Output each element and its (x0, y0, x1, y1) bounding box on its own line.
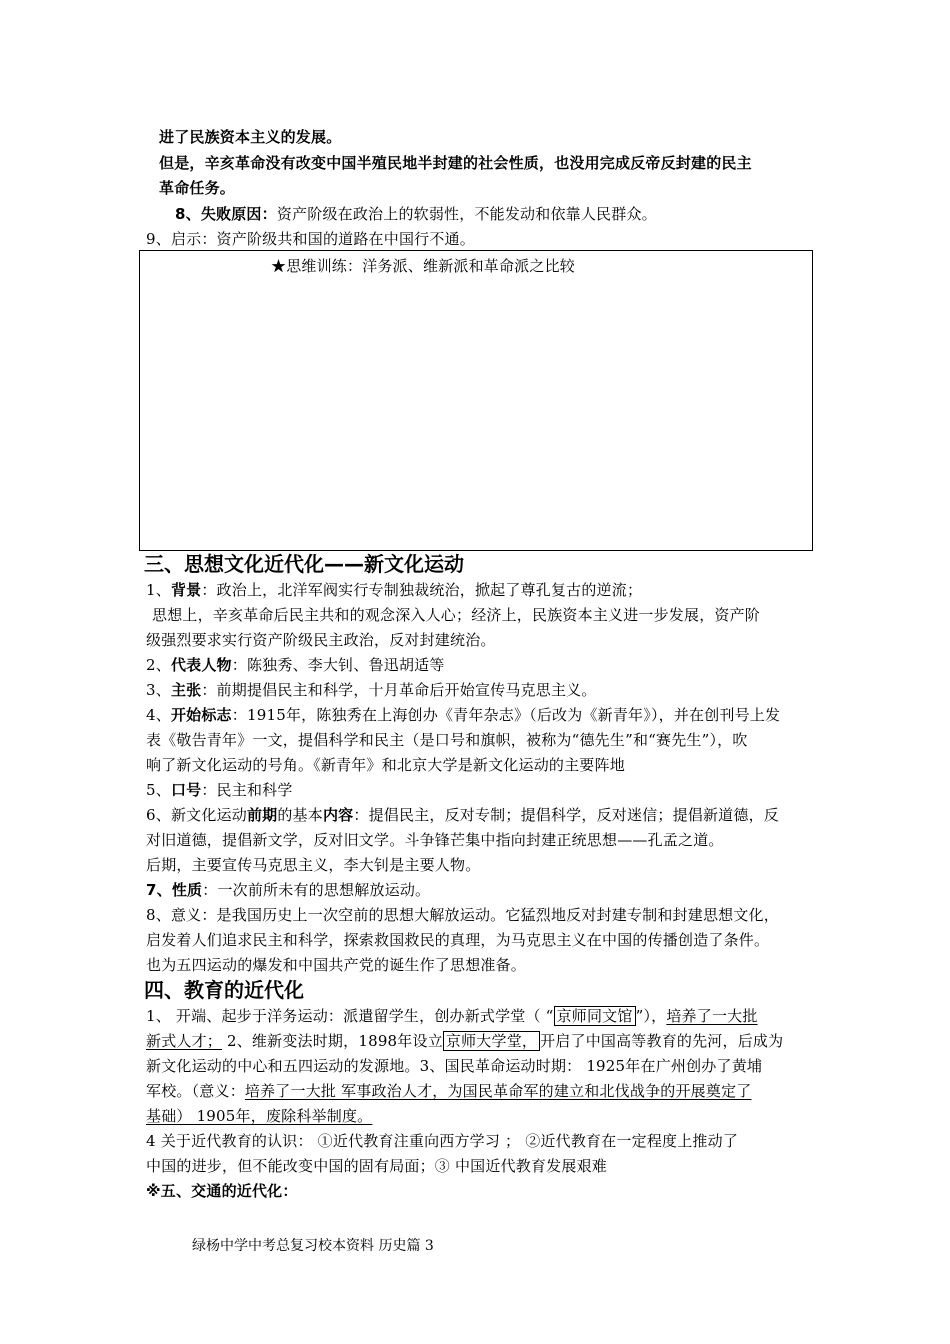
representatives-line (146, 655, 445, 675)
nature-line (146, 880, 430, 900)
item-text: 6、新文化运动 (146, 806, 247, 824)
item-text: ：提倡民主，反对专制；提倡科学，反对迷信；提倡新道德，反 (353, 806, 779, 824)
item-text: ：1915年，陈独秀在上海创办《青年杂志》（后改为《新青年》），并在创刊号上发 (231, 706, 781, 724)
item-label: 7、性质 (146, 881, 203, 899)
item-number: 5、 (146, 781, 171, 799)
framed-term: 京师大学堂， (443, 1031, 540, 1051)
text-line: 但是，辛亥革命没有改变中国半殖民地半封建的社会性质，也没用完成反帝反封建的民主 (159, 154, 752, 172)
item-label: 内容 (322, 806, 354, 824)
item-number: 2、 (146, 656, 171, 674)
slogan-line (146, 780, 293, 800)
text-line: 中国的进步，但不能改变中国的固有局面；③ 中国近代教育发展艰难 (146, 1157, 607, 1175)
item-label: 主张 (170, 681, 202, 699)
section-heading: ※五、交通的近代化： (146, 1182, 298, 1200)
item-label: 背景 (170, 581, 202, 599)
item-text: ：政治上，北洋军阀实行专制独裁统治，掀起了尊孔复古的逆流； (201, 581, 643, 599)
item-label: 代表人物 (170, 656, 232, 674)
text-line: 思想上，辛亥革命后民主共和的观念深入人心；经济上，民族资本主义进一步发展，资产阶 (152, 606, 761, 624)
item-text: ：陈独秀、李大钊、鲁迅胡适等 (231, 656, 445, 674)
text-line: 后期，主要宣传马克思主义，李大钊是主要人物。 (146, 856, 481, 874)
text-line: 响了新文化运动的号角。《新青年》和北京大学是新文化运动的主要阵地 (146, 756, 625, 774)
text-line: 新文化运动的中心和五四运动的发源地。3、国民革命运动时期： 1925年在广州创办了黄埔 (146, 1057, 763, 1075)
item-number: 4、 (146, 706, 171, 724)
background-line (146, 580, 642, 600)
content-line (146, 805, 779, 825)
lesson-line: 9、启示：资产阶级共和国的道路在中国行不通。 (146, 230, 475, 248)
section-heading: 四、教育的近代化 (144, 978, 304, 1002)
page-footer: 绿杨中学中考总复习校本资料 历史篇 3 (192, 1238, 434, 1254)
failure-reason-label: 8、失败原因： (175, 205, 277, 223)
thinking-exercise-box (139, 250, 813, 551)
text-line: 也为五四运动的爆发和中国共产党的诞生作了思想准备。 (146, 956, 527, 974)
education-line-1 (146, 1006, 758, 1026)
item-number: 1、 (146, 581, 171, 599)
item-text: ”）， (635, 1007, 667, 1025)
item-label: 开始标志 (170, 706, 232, 724)
claims-line (146, 680, 597, 700)
failure-reason-text: 资产阶级在政治上的软弱性，不能发动和依靠人民群众。 (276, 205, 657, 223)
underlined-text: 培养了一大批 军事政治人才，为国民革命军的建立和北伐战争的开展奠定了 (244, 1082, 752, 1100)
item-label: 口号 (170, 781, 202, 799)
text-line: 进了民族资本主义的发展。 (159, 128, 342, 146)
text-line: 表《敬告青年》一文，提倡科学和民主（是口号和旗帜，被称为“德先生”和“赛先生”），吹 (146, 731, 748, 749)
framed-term: 京师同文馆 (554, 1006, 636, 1026)
education-line-4 (146, 1081, 751, 1101)
item-text: 开启了中国高等教育的先河，后成为 (540, 1032, 784, 1050)
text-line: 革命任务。 (159, 179, 236, 197)
underlined-text: 培养了一大批 (666, 1007, 758, 1025)
education-line-2 (146, 1031, 783, 1051)
section-heading: 三、思想文化近代化——新文化运动 (144, 552, 464, 576)
item-text: ：一次前所未有的思想解放运动。 (202, 881, 431, 899)
item-text: ：前期提倡民主和科学，十月革命后开始宣传马克思主义。 (201, 681, 597, 699)
text-line: 对旧道德，提倡新文学，反对旧文学。斗争锋芒集中指向封建正统思想——孔孟之道。 (146, 831, 724, 849)
thinking-exercise-title: ★思维训练：洋务派、维新派和革命派之比较 (271, 257, 576, 275)
item-text: 的基本 (277, 806, 323, 824)
education-line-5 (146, 1106, 372, 1126)
start-sign-line (146, 705, 780, 725)
text-line: 8、意义：是我国历史上一次空前的思想大解放运动。它猛烈地反对封建专制和封建思想文化， (146, 906, 779, 924)
underlined-text: 新式人才； (146, 1032, 223, 1050)
item-text: 2、维新变法时期，1898年设立 (222, 1032, 443, 1050)
item-number: 3、 (146, 681, 171, 699)
text-line: 启发着人们追求民主和科学，探索救国救民的真理，为马克思主义在中国的传播创造了条件。 (146, 931, 770, 949)
text-line: 4 关于近代教育的认识： ①近代教育注重向西方学习 ； ②近代教育在一定程度上推动了 (146, 1132, 739, 1150)
text-line: 级强烈要求实行资产阶级民主政治，反对封建统治。 (146, 631, 496, 649)
item-text: 军校。（意义： (146, 1082, 245, 1100)
item-text: ：民主和科学 (201, 781, 293, 799)
item-label: 前期 (246, 806, 278, 824)
underlined-text: 基础） 1905年，废除科举制度。 (146, 1107, 373, 1125)
failure-reason-line (175, 204, 657, 224)
item-text: 1、 开端、起步于洋务运动：派遣留学生，创办新式学堂（ “ (146, 1007, 554, 1025)
